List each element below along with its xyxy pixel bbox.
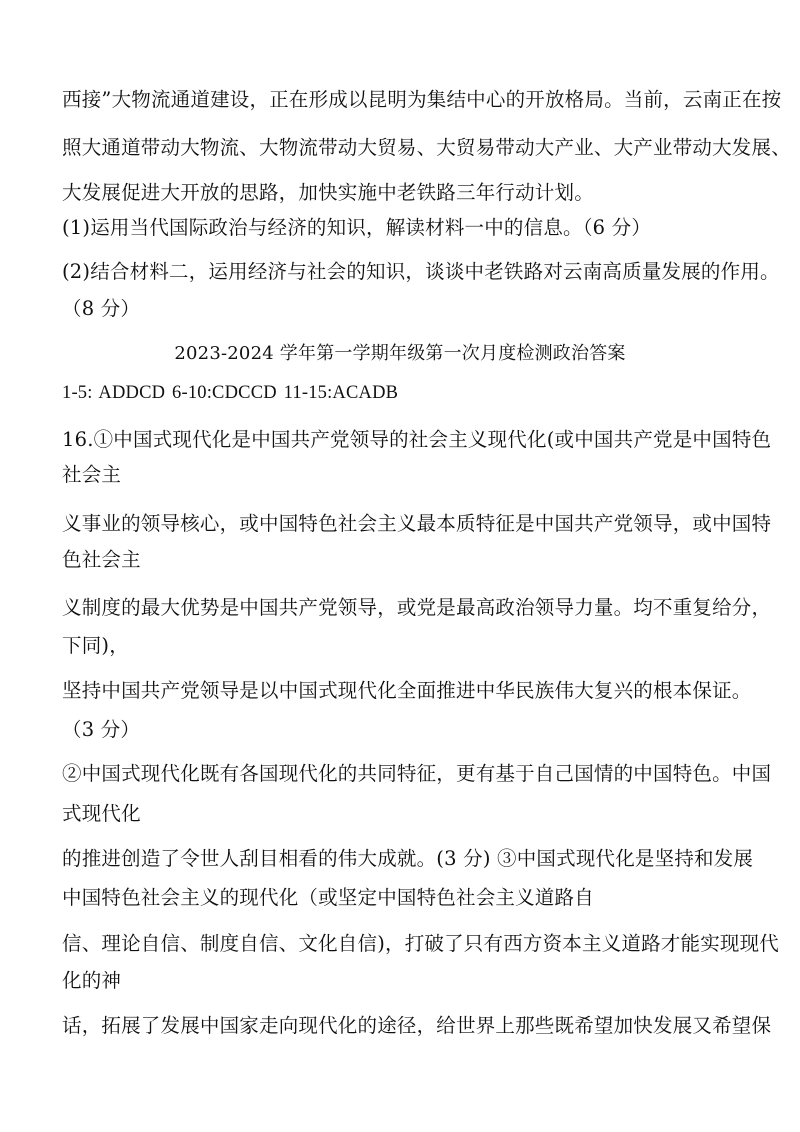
question-1: (1)运用当代国际政治与经济的知识，解读材料一中的信息。（6 分） <box>62 216 652 239</box>
answer-16-line-9: 式现代化 <box>62 802 141 825</box>
answer-16-line-12: 信、理论自信、制度自信、文化自信)，打破了只有西方资本主义道路才能实现现代 <box>62 932 780 955</box>
answer-16-line-11: 中国特色社会主义的现代化（或坚定中国特色社会主义道路自 <box>62 886 594 909</box>
answer-16-line-10: 的推进创造了令世人刮目相看的伟大成就。(3 分) ③中国式现代化是坚持和发展 <box>62 847 754 870</box>
answer-16-line-4: 色社会主 <box>62 548 141 571</box>
question-2: (2)结合材料二，运用经济与社会的知识，谈谈中老铁路对云南高质量发展的作用。 <box>62 260 780 283</box>
answer-16-line-5: 义制度的最大优势是中国共产党领导，或党是最高政治领导力量。均不重复给分， <box>62 596 772 619</box>
answer-16-line-3: 义事业的领导核心，或中国特色社会主义最本质特征是中国共产党领导，或中国特 <box>62 512 772 535</box>
answer-16-score-1: （3 分） <box>62 718 141 741</box>
question-2-score: （8 分） <box>62 297 141 320</box>
answer-16-line-7: 坚持中国共产党领导是以中国式现代化全面推进中华民族伟大复兴的根本保证。 <box>62 679 752 702</box>
answer-16-line-6: 下同)， <box>62 634 129 657</box>
answer-16-line-2: 社会主 <box>62 463 122 486</box>
answer-16-line-8: ②中国式现代化既有各国现代化的共同特征，更有基于自己国情的中国特色。中国 <box>62 762 772 785</box>
multiple-choice-answers: 1-5: ADDCD 6-10:CDCCD 11-15:ACADB <box>62 383 399 403</box>
material-text-line-1: 西接”大物流通道建设，正在形成以昆明为集结中心的开放格局。当前，云南正在按 <box>62 88 782 111</box>
answer-title: 2023-2024 学年第一学期年级第一次月度检测政治答案 <box>174 343 626 364</box>
answer-16-line-13: 化的神 <box>62 969 122 992</box>
material-text-line-3: 大发展促进大开放的思路，加快实施中老铁路三年行动计划。 <box>62 181 594 204</box>
material-text-line-2: 照大通道带动大物流、大物流带动大贸易、大贸易带动大产业、大产业带动大发展、 <box>62 136 791 159</box>
answer-16-line-1: 16.①中国式现代化是中国共产党领导的社会主义现代化(或中国共产党是中国特色 <box>62 428 772 451</box>
answer-16-line-14: 话，拓展了发展中国家走向现代化的途径，给世界上那些既希望加快发展又希望保 <box>62 1014 772 1037</box>
